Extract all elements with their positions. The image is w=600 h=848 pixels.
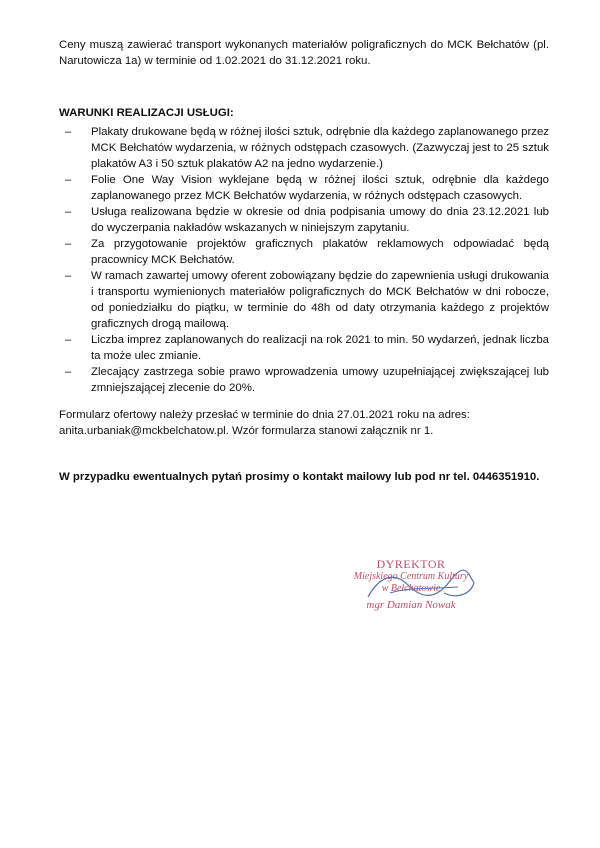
conditions-list [59, 124, 549, 396]
dash-bullet: – [65, 174, 72, 186]
form-submission-paragraph [59, 407, 549, 439]
dash-bullet: – [65, 334, 72, 346]
list-item: – Za przygotowanie projektów graficznych plakatów reklamowych odpowiadać będą pracownicy MCK Bełchatów. [65, 238, 549, 266]
stamp-city: w Bełchatowie [381, 583, 441, 594]
dash-bullet: – [65, 270, 72, 282]
list-item: – W ramach zawartej umowy oferent zobowiązany będzie do zapewnienia usługi drukowania i transportu wymienionych materiałów poligraficznych do MCK Bełchatów w dni robocze, od poniedziałku do piątku, w terminie do 48h od daty otrzymania każdego z projektów graficznych drogą mailową. [65, 270, 549, 330]
stamp-title: DYREKTOR [376, 557, 446, 571]
list-item: – Folie One Way Vision wyklejane będą w różnej ilości sztuk, odrębnie dla każdego zaplanowanego przez MCK Bełchatów wydarzenia, w różnych odstępach czasowych. [65, 174, 549, 202]
dash-bullet: – [65, 366, 72, 378]
list-item: – Zlecający zastrzega sobie prawo wprowadzenia umowy uzupełniającej zwiększającej lub zmniejszającej zlecenie do 20%. [65, 366, 549, 394]
form-line-1: Formularz ofertowy należy przesłać w terminie do dnia 27.01.2021 roku na adres: [59, 409, 470, 421]
list-item: – Liczba imprez zaplanowanych do realizacji na rok 2021 to min. 50 wydarzeń, jednak liczba ta może ulec zmianie. [65, 334, 549, 362]
stamp-institution: Miejskiego Centrum Kultury [353, 571, 469, 582]
intro-paragraph: Ceny muszą zawierać transport wykonanych materiałów poligraficznych do MCK Bełchatów (pl. Narutowicza 1a) w terminie od 1.02.2021 do 31.12.2021 roku. [59, 39, 549, 67]
list-item: – Plakaty drukowane będą w różnej ilości sztuk, odrębnie dla każdego zaplanowanego przez MCK Bełchatów wydarzenia, w różnych odstępach czasowych. (Zazwyczaj jest to 25 sztuk plakatów A3 i 50 sztuk plakatów A2 na jedno wydarzenie.) [65, 126, 549, 170]
dash-bullet: – [65, 126, 72, 138]
dash-bullet: – [65, 206, 72, 218]
list-item: – Usługa realizowana będzie w okresie od dnia podpisania umowy do dnia 23.12.2021 lub do wyczerpania nakładów wskazanych w niniejszym zapytaniu. [65, 206, 549, 234]
dash-bullet: – [65, 238, 72, 250]
handwritten-signature [360, 567, 480, 607]
contact-line: W przypadku ewentualnych pytań prosimy o kontakt mailowy lub pod nr tel. 0446351910. [59, 471, 540, 483]
stamp-name: mgr Damian Nowak [366, 599, 456, 611]
conditions-heading: WARUNKI REALIZACJI USŁUGI: [59, 107, 234, 119]
form-line-2: anita.urbaniak@mckbelchatow.pl. Wzór formularza stanowi załącznik nr 1. [59, 425, 434, 437]
